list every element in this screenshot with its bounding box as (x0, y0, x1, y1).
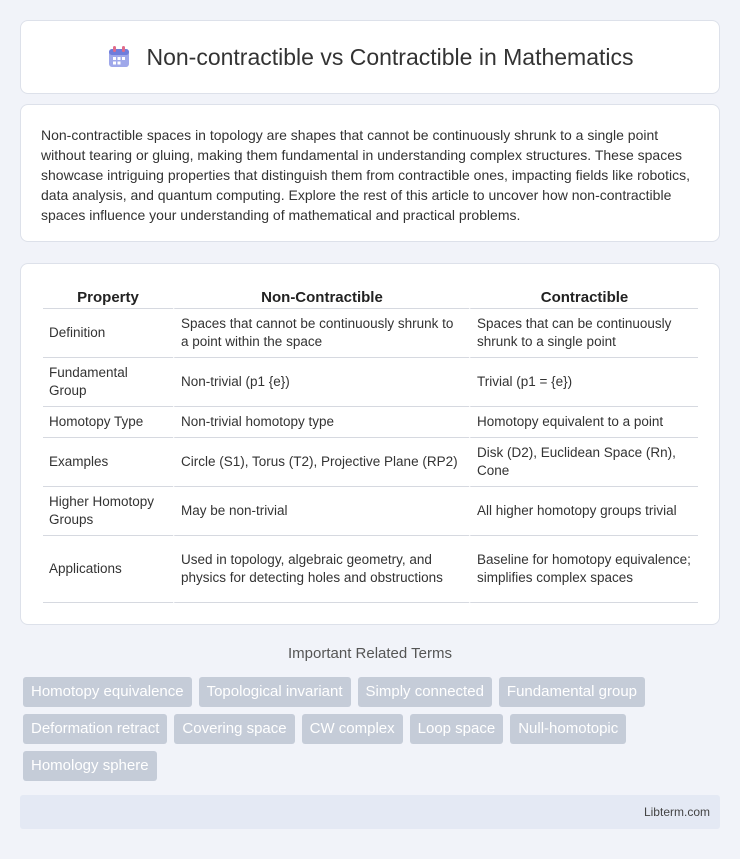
header-contractible: Contractible (469, 286, 698, 309)
cell-property: Applications (43, 536, 173, 603)
cell-contractible: Baseline for homotopy equivalence; simplifies complex spaces (469, 536, 698, 603)
cell-contractible: All higher homotopy groups trivial (469, 487, 698, 536)
table-row (43, 358, 698, 407)
tag-homology-sphere[interactable]: Homology sphere (23, 751, 157, 781)
tag-homotopy-equivalence[interactable]: Homotopy equivalence (23, 677, 192, 707)
intro-card (20, 104, 720, 242)
comparison-table-card (20, 263, 720, 625)
tag-deformation-retract[interactable]: Deformation retract (23, 714, 167, 744)
footer-brand-link[interactable]: Libterm.com (643, 805, 710, 819)
cell-contractible: Spaces that can be continuously shrunk to a single point (469, 309, 698, 358)
cell-contractible: Homotopy equivalent to a point (469, 407, 698, 438)
tag-simply-connected[interactable]: Simply connected (358, 677, 492, 707)
cell-contractible: Disk (D2), Euclidean Space (Rn), Cone (469, 438, 698, 487)
related-terms-tags (23, 677, 723, 781)
cell-property: Fundamental Group (43, 358, 173, 407)
table-header-row (43, 286, 698, 309)
cell-property: Definition (43, 309, 173, 358)
header-non-contractible: Non-Contractible (173, 286, 469, 309)
cell-property: Examples (43, 438, 173, 487)
cell-property: Higher Homotopy Groups (43, 487, 173, 536)
tag-null-homotopic[interactable]: Null-homotopic (510, 714, 626, 744)
table-row (43, 438, 698, 487)
header-card (20, 20, 720, 94)
tag-cw-complex[interactable]: CW complex (302, 714, 403, 744)
header-property: Property (43, 286, 173, 309)
table-row (43, 487, 698, 536)
footer (20, 795, 720, 829)
comparison-table (43, 286, 698, 603)
cell-non-contractible: Non-trivial (p1 {e}) (173, 358, 469, 407)
tag-covering-space[interactable]: Covering space (174, 714, 294, 744)
tag-loop-space[interactable]: Loop space (410, 714, 504, 744)
intro-text: Non-contractible spaces in topology are shapes that cannot be continuously shrunk to a single point without tearing or gluing, making them fundamental in understanding complex structures. These spaces showcase intriguing properties that distinguish them from contractible ones, impacting fields like robotics, data analysis, and quantum computing. Explore the rest of this article to uncover how non-contractible spaces influence your understanding of mathematical and practical problems. (41, 127, 690, 223)
cell-contractible: Trivial (p1 = {e}) (469, 358, 698, 407)
calendar-icon (106, 44, 132, 70)
cell-non-contractible: May be non-trivial (173, 487, 469, 536)
tag-topological-invariant[interactable]: Topological invariant (199, 677, 351, 707)
cell-non-contractible: Circle (S1), Torus (T2), Projective Plane (RP2) (173, 438, 469, 487)
table-row (43, 309, 698, 358)
page-title: Non-contractible vs Contractible in Mathematics (146, 43, 634, 70)
tag-fundamental-group[interactable]: Fundamental group (499, 677, 645, 707)
cell-property: Homotopy Type (43, 407, 173, 438)
title-wrap (106, 44, 633, 71)
cell-non-contractible: Used in topology, algebraic geometry, and physics for detecting holes and obstructions (173, 536, 469, 603)
cell-non-contractible: Spaces that cannot be continuously shrunk to a point within the space (173, 309, 469, 358)
cell-non-contractible: Non-trivial homotopy type (173, 407, 469, 438)
table-row (43, 407, 698, 438)
table-row (43, 536, 698, 603)
related-terms-title: Important Related Terms (288, 645, 452, 662)
